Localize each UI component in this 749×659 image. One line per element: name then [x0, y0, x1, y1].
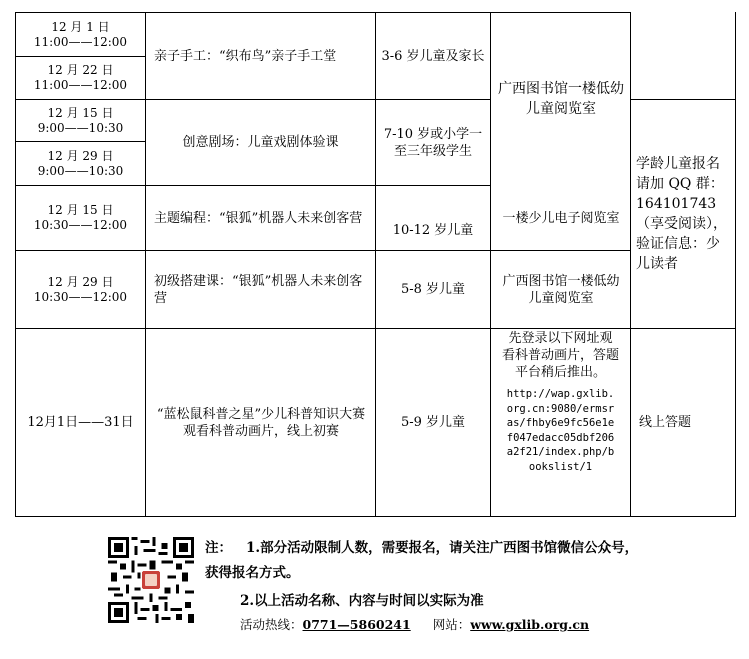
venue: 一楼少儿电子阅览室: [502, 210, 620, 226]
date-text: 12 月 29 日: [47, 274, 114, 289]
date-cell: [16, 251, 145, 328]
date-text: 12 月 1 日: [51, 19, 110, 34]
hotline-number: 0771—5860241: [302, 617, 411, 632]
date-cell: [16, 13, 145, 56]
date-cell: 12月1日——31日: [27, 415, 134, 430]
venue: 广西图书馆一楼低幼儿童阅览室: [498, 81, 624, 117]
venue-line: 看科普动画片，答题: [501, 348, 619, 363]
contact-line: [240, 615, 589, 633]
qr-code-icon: [108, 537, 194, 623]
age-group: 10-12 岁儿童: [392, 223, 474, 238]
time-text: 11:00——12:00: [33, 34, 128, 49]
time-text: 10:30——12:00: [33, 289, 128, 304]
signup-note: 学龄儿童报名请加 QQ 群：164101743（享受阅读），验证信息：少儿读者: [636, 156, 727, 272]
date-text: 12 月 22 日: [47, 63, 114, 77]
venue-line: 平台稍后推出。: [514, 365, 606, 380]
venue: 广西图书馆一楼低幼儿童阅览室: [502, 273, 620, 306]
activity-title: 亲子手工：“织布鸟”亲子手工堂: [154, 48, 337, 64]
note-prefix: 注：: [205, 540, 232, 556]
site-label: 网站：: [432, 617, 471, 632]
note-2: 2.以上活动名称、内容与时间以实际为准: [240, 593, 484, 609]
signup-method: 线上答题: [639, 415, 692, 430]
website-link[interactable]: www.gxlib.org.cn: [470, 617, 590, 632]
activity-title: 创意剧场：儿童戏剧体验课: [182, 135, 339, 150]
age-group: 3-6 岁儿童及家长: [381, 48, 485, 64]
note-1a: 1.部分活动限制人数，需要报名，请关注广西图书馆微信公众号，: [246, 540, 639, 556]
hotline-label: 活动热线：: [240, 617, 303, 632]
activity-title: “蓝松鼠科普之星”少儿科普知识大赛观看科普动画片，线上初赛: [156, 406, 366, 439]
url-line: f047edacc05dbf206: [506, 431, 615, 444]
time-text: 9:00——10:30: [37, 163, 124, 178]
time-text: 11:00——12:00: [33, 78, 128, 92]
date-cell: [16, 100, 145, 141]
date-text: 12 月 29 日: [47, 148, 114, 163]
date-cell: [16, 142, 145, 185]
date-cell: [16, 186, 145, 250]
url-line: as/fhby6e9fc56e1e: [506, 417, 615, 429]
url-line: org.cn:9080/ermsr: [506, 402, 615, 415]
url-line: ookslist/1: [528, 460, 593, 473]
url-line: a2f21/index.php/b: [506, 446, 615, 458]
time-text: 9:00——10:30: [37, 120, 124, 135]
note-line-1: [205, 536, 638, 556]
activity-title: 初级搭建课：“银狐”机器人未来创客营: [154, 273, 363, 306]
date-cell: [16, 57, 145, 99]
venue-line: 先登录以下网址观: [508, 331, 613, 346]
age-group: 7-10 岁或小学一至三年级学生: [383, 126, 483, 159]
url-line: http://wap.gxlib.: [506, 388, 615, 400]
age-group: 5-8 岁儿童: [400, 282, 466, 297]
venue-instructions: [491, 330, 630, 516]
activity-title: 主题编程：“银狐”机器人未来创客营: [154, 210, 363, 226]
time-text: 10:30——12:00: [33, 218, 128, 232]
date-text: 12 月 15 日: [47, 105, 114, 120]
date-text: 12 月 15 日: [47, 203, 114, 217]
note-1b: 获得报名方式。: [205, 565, 300, 581]
age-group: 5-9 岁儿童: [400, 415, 466, 430]
